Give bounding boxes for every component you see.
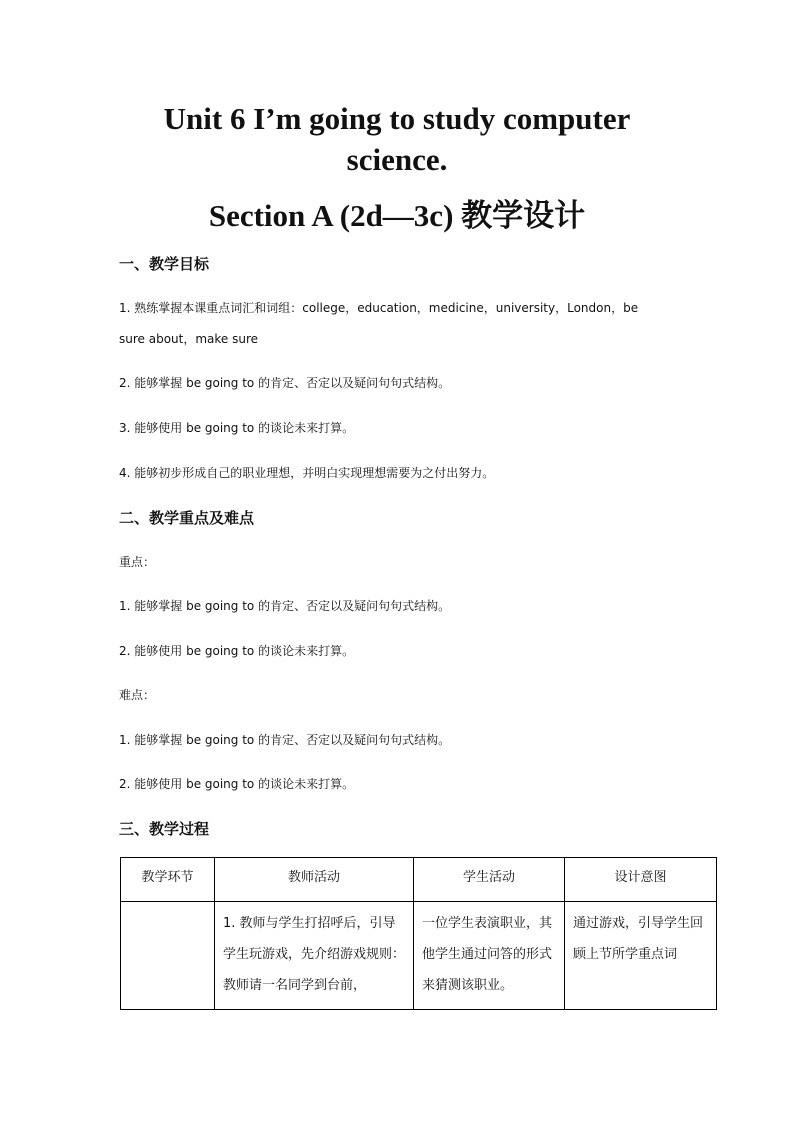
section-heading-key-points: 二、教学重点及难点 [119, 509, 255, 527]
section-heading-process: 三、教学过程 [119, 820, 210, 838]
difficult-point-item-2: 2. 能够使用 be going to 的谈论未来打算。 [119, 777, 355, 791]
difficult-points-label: 难点： [119, 688, 156, 702]
difficult-point-item-1: 1. 能够掌握 be going to 的肯定、否定以及疑问句句式结构。 [119, 733, 451, 747]
cell-design-purpose: 通过游戏，引导学生回顾上节所学重点词 [565, 902, 717, 1010]
objective-item-3: 3. 能够使用 be going to 的谈论未来打算。 [119, 421, 355, 435]
objective-item-1-continued: sure about，make sure [119, 332, 259, 346]
column-header-student-activity: 学生活动 [414, 858, 565, 902]
column-header-stage: 教学环节 [121, 858, 215, 902]
objective-item-1: 1. 熟练掌握本课重点词汇和词组：college，education，medicine，university，London，be [119, 301, 639, 315]
objective-item-4: 4. 能够初步形成自己的职业理想，并明白实现理想需要为之付出努力。 [119, 466, 495, 480]
column-header-teacher-activity: 教师活动 [215, 858, 414, 902]
teaching-process-table [120, 857, 717, 1010]
document-title-line-1: Unit 6 I’m going to study computer [163, 101, 631, 136]
cell-teacher-activity: 1. 教师与学生打招呼后，引导学生玩游戏，先介绍游戏规则：教师请一名同学到台前， [215, 902, 414, 1010]
document-title-line-2: science. [346, 142, 448, 177]
cell-student-activity: 一位学生表演职业，其他学生通过问答的形式来猜测该职业。 [414, 902, 565, 1010]
cell-stage [121, 902, 215, 1010]
key-point-item-2: 2. 能够使用 be going to 的谈论未来打算。 [119, 644, 355, 658]
key-point-item-1: 1. 能够掌握 be going to 的肯定、否定以及疑问句句式结构。 [119, 599, 451, 613]
table-header-row [121, 858, 717, 902]
objective-item-2: 2. 能够掌握 be going to 的肯定、否定以及疑问句句式结构。 [119, 376, 451, 390]
section-heading-objectives: 一、教学目标 [119, 255, 210, 273]
key-points-label: 重点： [119, 555, 156, 569]
document-subtitle: Section A (2d—3c) 教学设计 [208, 198, 586, 233]
table-row [121, 902, 717, 1010]
column-header-design-purpose: 设计意图 [565, 858, 717, 902]
